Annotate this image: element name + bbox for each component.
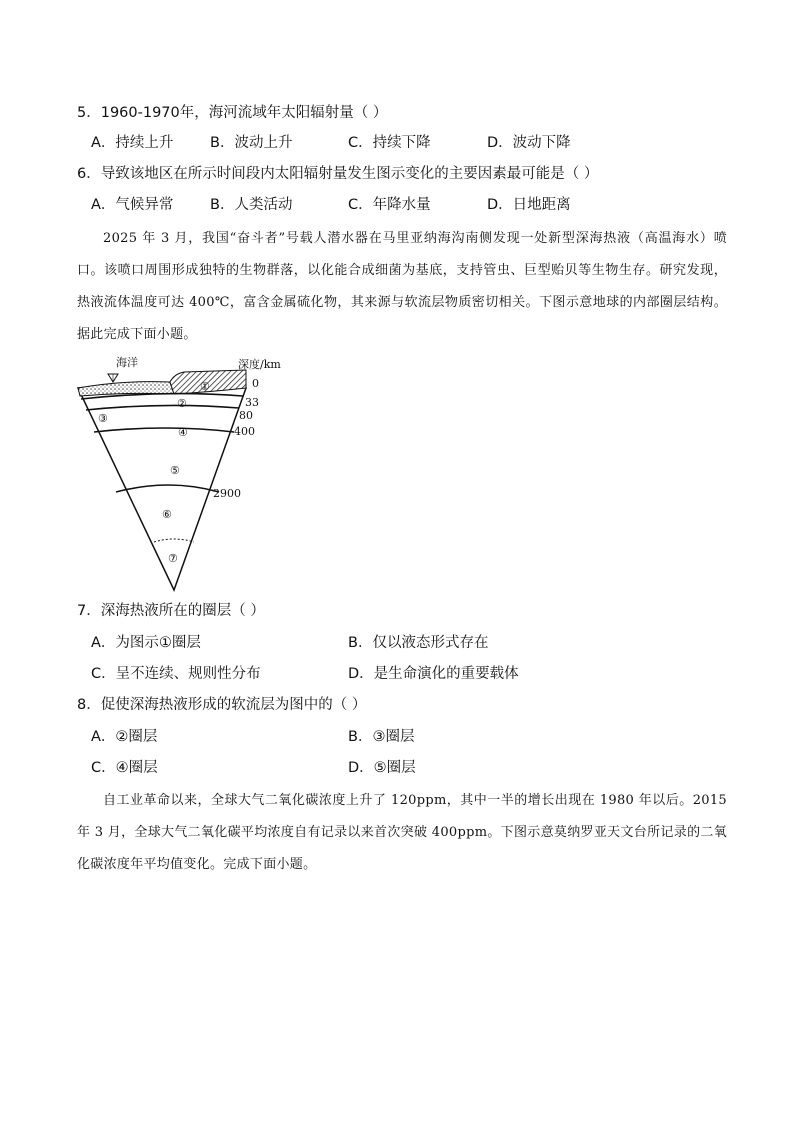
q5-option-b: B．波动上升 bbox=[210, 135, 293, 151]
q6-stem: 6．导致该地区在所示时间段内太阳辐射量发生图示变化的主要因素最可能是（ ） bbox=[77, 166, 599, 182]
depth-0: 0 bbox=[252, 377, 259, 390]
layer-2-label: ② bbox=[177, 397, 187, 410]
q5-option-d: D．波动下降 bbox=[487, 135, 571, 151]
q7-option-a: A．为图示①圈层 bbox=[91, 635, 201, 651]
q6-option-b: B．人类活动 bbox=[210, 197, 293, 213]
layer-6-label: ⑥ bbox=[162, 508, 172, 521]
passage-co2: 自工业革命以来，全球大气二氧化碳浓度上升了 120ppm，其中一半的增长出现在 1980 年以后。2015 年 3 月，全球大气二氧化碳平均浓度自有记录以来首次突破 400ppm。下图示意莫纳罗亚天文台所记录的二氧化碳浓度年平均值变化。完成下面小题。 bbox=[77, 793, 727, 872]
ocean-label: 海洋 bbox=[116, 356, 138, 369]
layer-4-label: ④ bbox=[178, 426, 188, 439]
q6-option-a: A．气候异常 bbox=[91, 197, 174, 213]
q8-option-b: B．③圈层 bbox=[348, 729, 415, 745]
q5-stem: 5．1960-1970年，海河流域年太阳辐射量（ ） bbox=[77, 105, 388, 121]
earth-interior-diagram bbox=[74, 352, 294, 594]
layer-3-label: ③ bbox=[98, 412, 108, 425]
q6-option-c: C．年降水量 bbox=[348, 197, 431, 213]
layer-1-label: ① bbox=[200, 380, 210, 393]
depth-2900: 2900 bbox=[213, 487, 241, 500]
depth-80: 80 bbox=[239, 409, 253, 422]
q7-option-c: C．呈不连续、规则性分布 bbox=[91, 666, 261, 682]
layer-5-label: ⑤ bbox=[170, 464, 180, 477]
q6-option-d: D．日地距离 bbox=[487, 197, 571, 213]
q8-option-a: A．②圈层 bbox=[91, 729, 158, 745]
depth-33: 33 bbox=[245, 396, 259, 409]
passage-deep-sea-vent: 2025 年 3 月，我国“奋斗者”号载人潜水器在马里亚纳海沟南侧发现一处新型深海热液（高温海水）喷口。该喷口周围形成独特的生物群落，以化能合成细菌为基底，支持管虫、巨型贻贝等生物生存。研究发现，热液流体温度可达 400℃，富含金属硫化物，其来源与软流层物质密切相关。下图示意地球的内部圈层结构。据此完成下面小题。 bbox=[77, 231, 727, 342]
q8-option-d: D．⑤圈层 bbox=[348, 760, 416, 776]
q8-stem: 8．促使深海热液形成的软流层为图中的（ ） bbox=[77, 697, 367, 713]
q7-option-d: D．是生命演化的重要载体 bbox=[348, 666, 519, 682]
q5-option-a: A．持续上升 bbox=[91, 135, 174, 151]
q7-option-b: B．仅以液态形式存在 bbox=[348, 635, 489, 651]
q7-stem: 7．深海热液所在的圈层（ ） bbox=[77, 603, 265, 619]
q5-option-c: C．持续下降 bbox=[348, 135, 431, 151]
q8-option-c: C．④圈层 bbox=[91, 760, 158, 776]
depth-400: 400 bbox=[234, 425, 255, 438]
layer-7-label: ⑦ bbox=[168, 552, 178, 565]
depth-axis-label: 深度/km bbox=[238, 358, 281, 371]
